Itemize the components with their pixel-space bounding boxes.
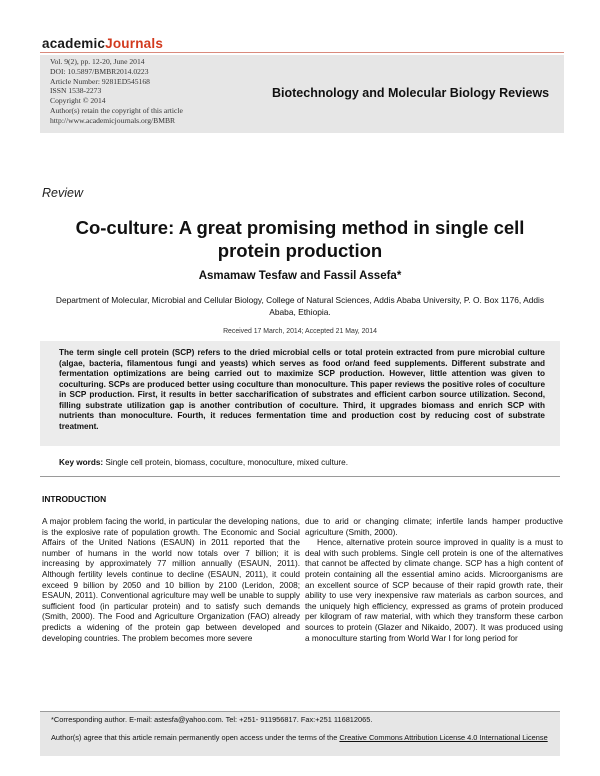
journal-url[interactable]: http://www.academicjournals.org/BMBR [50, 115, 176, 125]
body-column-left [42, 517, 300, 644]
license-note [51, 733, 551, 743]
paragraph: due to arid or changing climate; infertile lands hamper productive agriculture (Smith, 2000). [305, 517, 563, 537]
body-column-right [305, 517, 563, 644]
received-dates: Received 17 March, 2014; Accepted 21 May, 2014 [223, 328, 377, 335]
journal-name: Biotechnology and Molecular Biology Reviews [272, 86, 550, 100]
doi: DOI: 10.5897/BMBR2014.0223 [50, 66, 149, 76]
keywords [59, 458, 549, 467]
affiliation: Department of Molecular, Microbial and Cellular Biology, College of Natural Sciences, Addis Ababa University, P. O. Box 1176, Addis Ababa, Ethiopia. [55, 295, 545, 317]
section-heading: INTRODUCTION [42, 494, 107, 504]
article-metadata [50, 57, 183, 126]
keywords-list: Single cell protein, biomass, coculture, monoculture, mixed culture. [103, 458, 348, 467]
article-title [40, 216, 560, 262]
copyright: Copyright © 2014 [50, 96, 106, 106]
volume-info: Vol. 9(2), pp. 12-20, June 2014 [50, 57, 145, 66]
keywords-label: Key words: [59, 458, 104, 467]
abstract-text: The term single cell protein (SCP) refers to the dried microbial cells or total protein extracted from pure microbial culture (algae, bacteria, filamentous fungi and yeasts) which serves as food or/and feed supplements. Different substrate and fermentation optimizations are being carried out to maximize SCP production. However, little attention was given to coculturing. SCPs are produced better using coculture than monoculture. This paper reviews the positive roles of coculture in SCP production. First, it results in better saccharification of substrates and efficient carbon source utilization. Second, filling substrate utilization gap is another contribution of coculture. Third, it upgrades biomass and enrich SCP with nutrients than monoculture. Fourth, it reduces fermentation time and production cost by reducing cost of substrate treatment. [59, 348, 545, 431]
corresponding-author: *Corresponding author. E-mail: astesfa@yahoo.com. Tel: +251- 911956817. Fax:+251 116812065. [51, 715, 373, 724]
paragraph: Hence, alternative protein source improved in quality is a must to deal with such problems. Single cell protein is one of the alternatives that cannot be affected by climate change. SCP has a high content of protein containing all the essential amino acids. Microorganisms are an excellent source of SCP because of their rapid growth rate, their ability to use very inexpensive raw materials as carbon sources, and the uniquely high efficiency, expressed as grams of protein produced per kilogram of raw material, with which they transform these carbon sources to protein (Glazer and Nikaido, 2007). It was produced using a monoculture starting from World War I for long period for [305, 538, 563, 643]
authors: Asmamaw Tesfaw and Fassil Assefa* [198, 270, 402, 282]
paragraph: A major problem facing the world, in particular the developing nations, is the explosive rate of population growth. The Economic and Social Affairs of the United Nations (ESAUN) in 2011 reported that the number of humans in the world now totals over 7 billion; it is increasing by approximately 77 million annually (ESAUN, 2011). Although fertility levels continue to decline (ESAUN, 2011), it could exceed 9 billion by 2050 and 10 billion by 2100 (Leridon, 2008; ESAUN, 2011). Conventional agriculture may well be unable to supply sufficient food (in particular protein) and to satisfy such demands (Smith, 2000). The Food and Agriculture Organization (FAO) already predicts a widening of the protein gap between developed and developing countries. The problem becomes more severe [42, 517, 300, 643]
license-link[interactable]: Creative Commons Attribution License 4.0 International License [339, 733, 548, 742]
title-line-1: Co-culture: A great promising method in single cell [75, 217, 525, 238]
publisher-logo: academicJournals [42, 36, 164, 51]
article-type: Review [42, 186, 83, 200]
article-number: Article Number: 9281ED545168 [50, 76, 150, 86]
copyright-note: Author(s) retain the copyright of this article [50, 105, 183, 115]
keywords-divider [40, 476, 560, 477]
license-text: Author(s) agree that this article remain permanently open access under the terms of the [51, 733, 340, 742]
header-divider [40, 52, 564, 53]
title-line-2: protein production [217, 240, 383, 261]
issn: ISSN 1538-2273 [50, 86, 102, 96]
